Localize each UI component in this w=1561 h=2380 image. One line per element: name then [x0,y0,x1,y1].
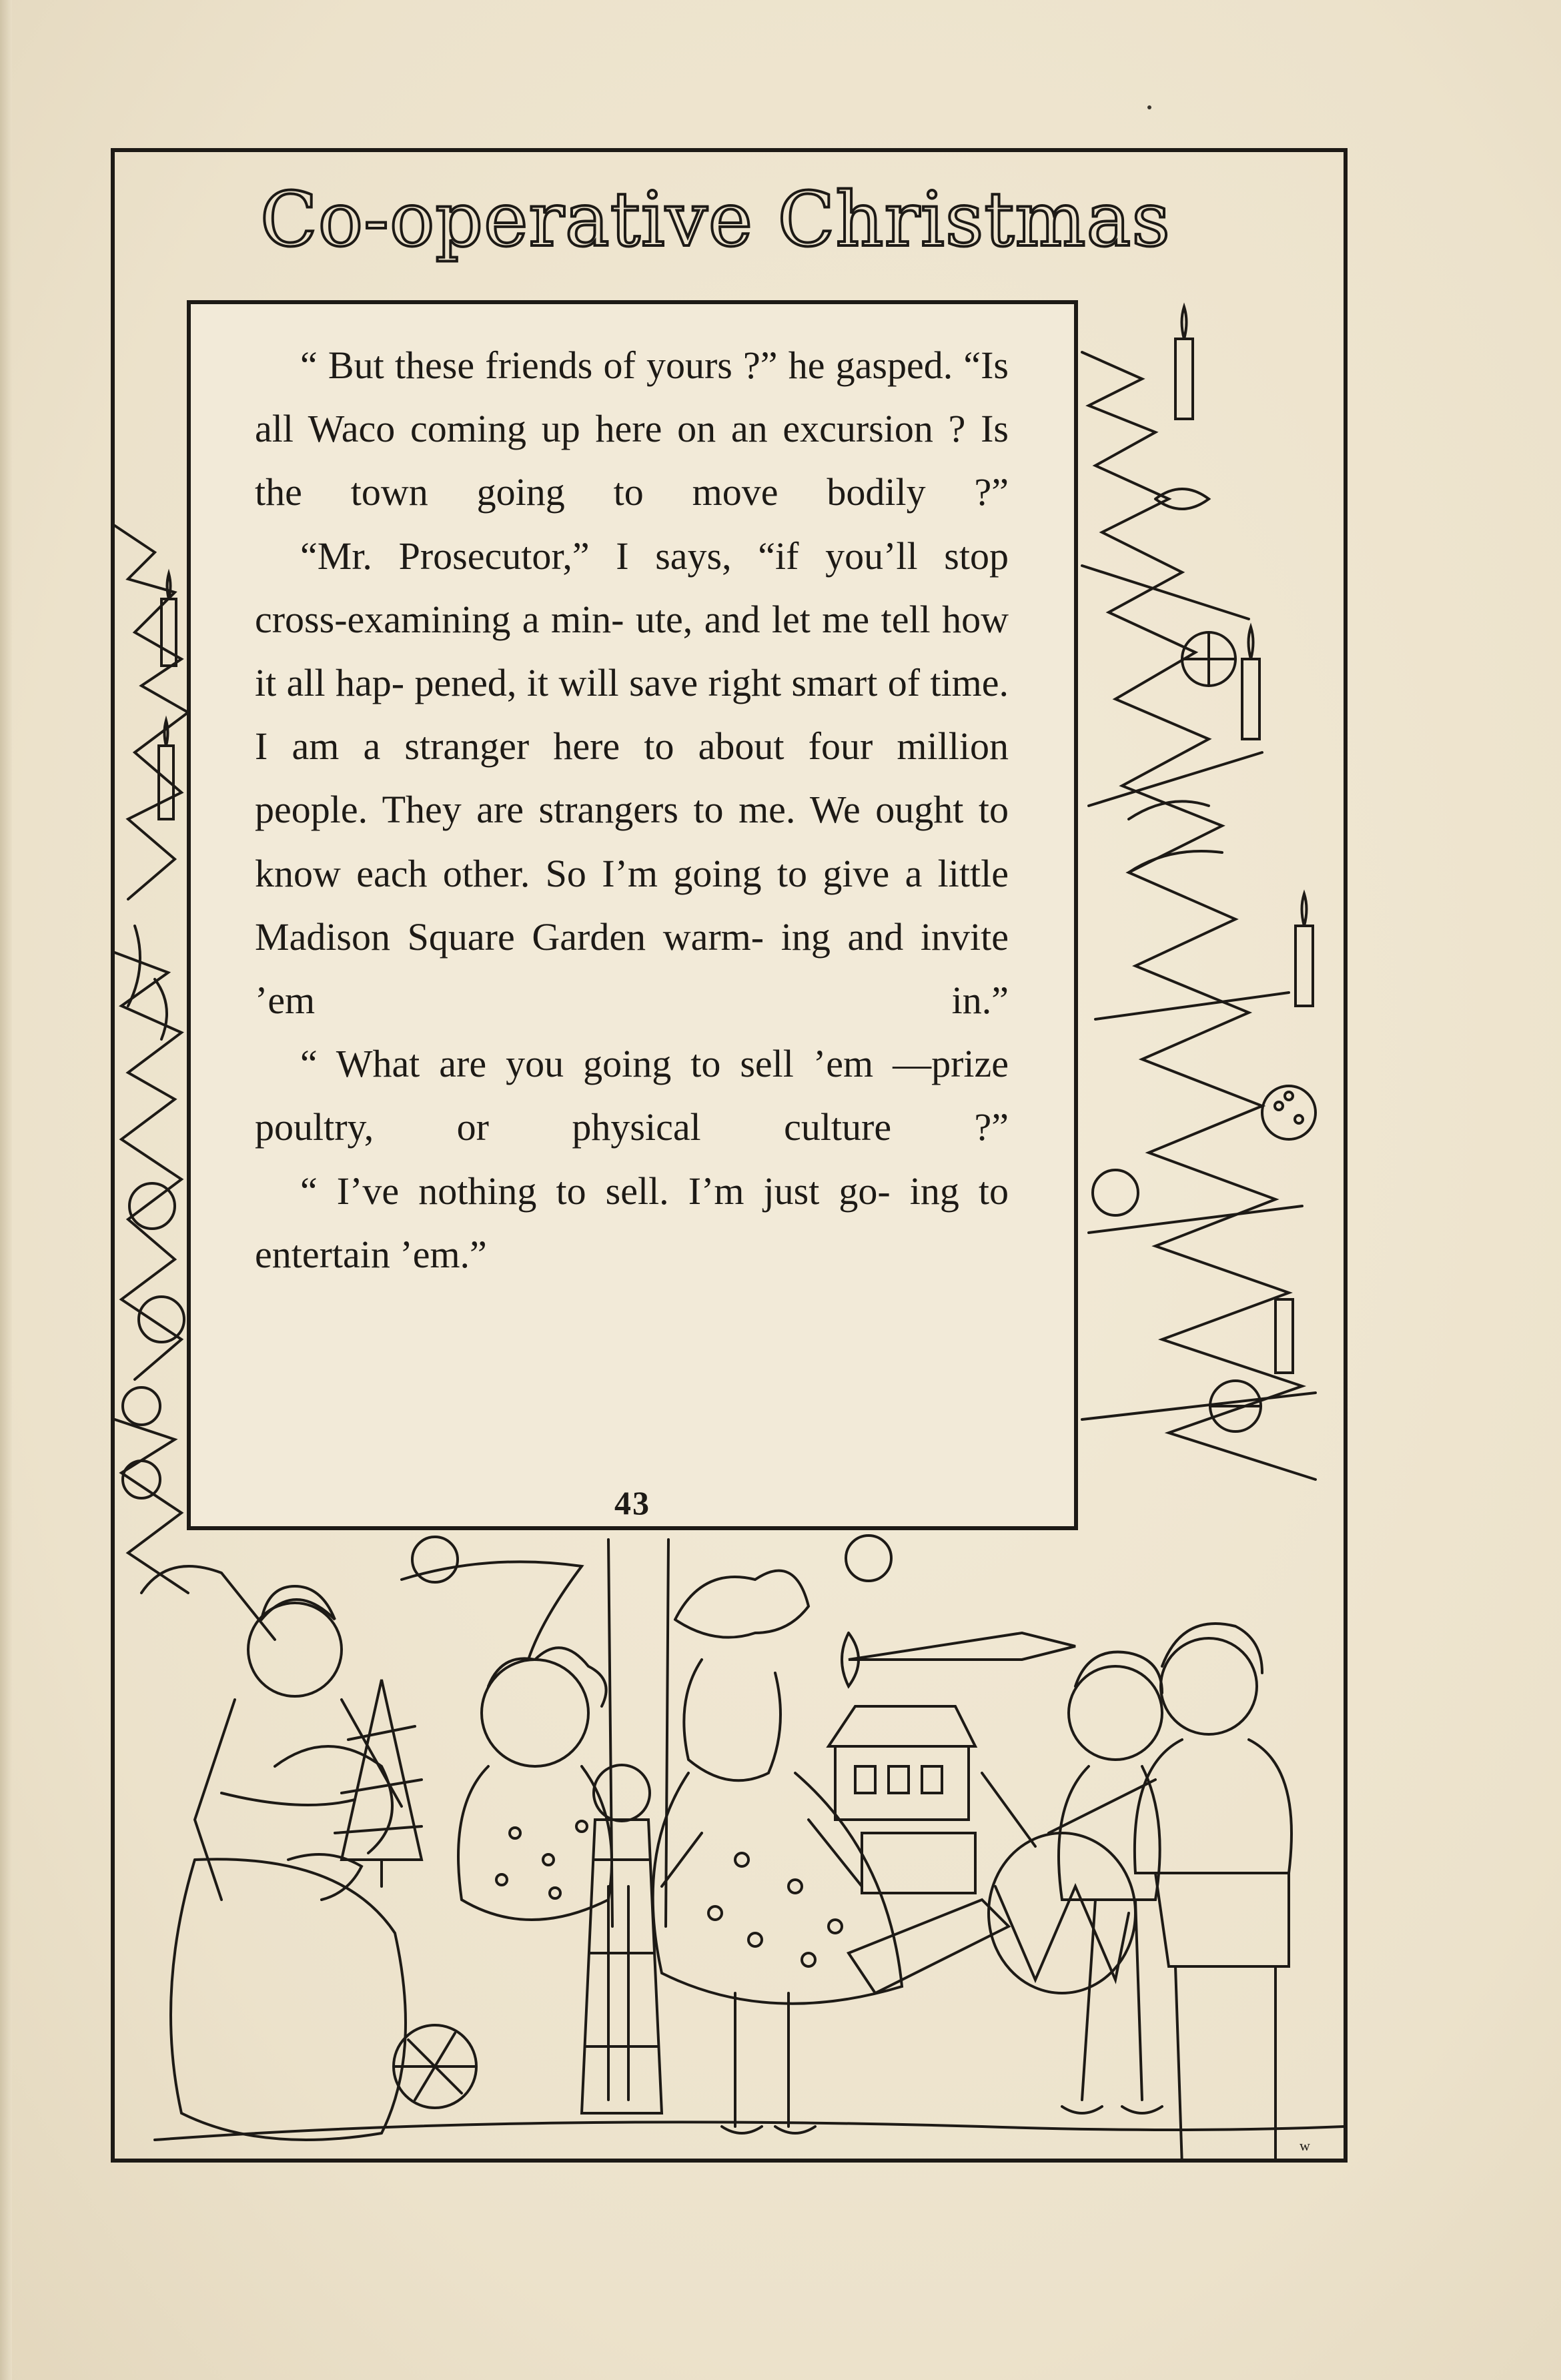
artist-signature: w [1299,2137,1310,2154]
doll [582,1765,662,2113]
paper-speck [1147,105,1151,109]
body-text [255,334,1009,1286]
running-head: Co-operative Christmas [260,177,1171,263]
drum [982,1773,1155,1993]
toy-house [829,1706,1009,1993]
curly-haired-child [458,1648,612,1920]
left-tree-boughs [115,526,188,1593]
right-tree-boughs [1082,307,1316,1479]
paragraph-4: “ I’ve nothing to sell. I’m just go- ing to entertain ’em.” [255,1169,1009,1276]
boy-drummer [1135,1624,1302,2159]
paragraph-1: “ But these friends of yours ?” he gasped. “Is all Waco coming up here on an excursion ? Is the town going to move bodily ?” [255,344,1009,514]
page-number: 43 [614,1484,650,1522]
tree-trunk [608,1540,668,1926]
page-gutter [0,0,12,2380]
paragraph-2: “Mr. Prosecutor,” I says, “if you’ll stop cross-examining a min- ute, and let me tell how it all hap- pened, it will save right smart of time. I am a stranger here to about four million people. They are strangers to me. We ought to know each other. So I’m going to give a little Madison Square Garden warm- ing and invite ’em in.” [255,534,1009,1023]
girl-raised-arms [141,1566,402,1900]
girl-with-bow [653,1571,902,2133]
text-panel [187,300,1078,1530]
paragraph-3: “ What are you going to sell ’em —prize poultry, or physical culture ?” [255,1042,1009,1149]
